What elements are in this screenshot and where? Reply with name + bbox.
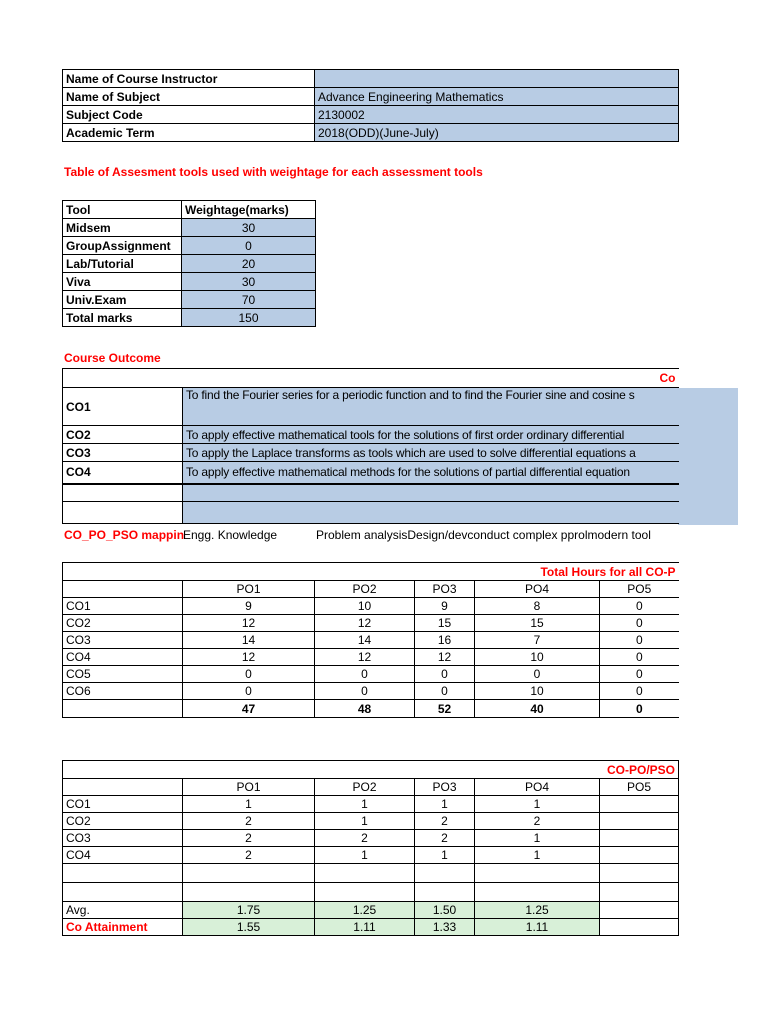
assessment-table xyxy=(62,200,316,327)
mapping-cell[interactable]: 1 xyxy=(183,796,315,813)
info-label: Academic Term xyxy=(63,124,315,142)
table-row xyxy=(63,847,679,864)
co-id: CO3 xyxy=(63,444,183,462)
mapping-cell[interactable]: 1 xyxy=(475,796,600,813)
mapping-cell[interactable]: 2 xyxy=(475,813,600,830)
table-row xyxy=(63,615,679,632)
weight-value[interactable]: 30 xyxy=(182,273,316,291)
hours-cell[interactable]: 10 xyxy=(475,683,600,700)
hours-cell[interactable]: 0 xyxy=(600,649,679,666)
mapping-cell[interactable]: 2 xyxy=(415,830,475,847)
attainment-label: Co Attainment xyxy=(63,919,183,936)
course-outcome-table xyxy=(62,368,679,524)
avg-label: Avg. xyxy=(63,902,183,919)
mapping-cell[interactable]: 1 xyxy=(415,847,475,864)
mapping-cell[interactable] xyxy=(600,847,679,864)
totals-row xyxy=(63,700,679,718)
hours-cell[interactable]: 0 xyxy=(600,598,679,615)
co-label: CO5 xyxy=(63,666,183,683)
co-label: CO2 xyxy=(63,813,183,830)
hours-cell[interactable]: 15 xyxy=(475,615,600,632)
attainment-cell: 1.11 xyxy=(315,919,415,936)
hours-cell[interactable]: 0 xyxy=(415,683,475,700)
mapping-cell[interactable] xyxy=(600,796,679,813)
tool-name: Lab/Tutorial xyxy=(63,255,182,273)
course-outcome-heading: Course Outcome xyxy=(64,351,161,365)
mapping-cell[interactable] xyxy=(600,830,679,847)
po-header: PO2 xyxy=(315,779,415,796)
mapping-cell[interactable]: 2 xyxy=(183,847,315,864)
hours-cell[interactable]: 7 xyxy=(475,632,600,649)
hours-cell[interactable]: 10 xyxy=(475,649,600,666)
avg-cell: 1.25 xyxy=(315,902,415,919)
po-header: PO2 xyxy=(315,581,415,598)
mapping-cell[interactable]: 1 xyxy=(475,847,600,864)
mapping-col: Problem analysis xyxy=(316,528,408,542)
copo-title: CO-PO/PSO xyxy=(63,761,679,779)
attainment-cell: 1.11 xyxy=(475,919,600,936)
hours-cell[interactable]: 9 xyxy=(415,598,475,615)
hours-cell[interactable]: 8 xyxy=(475,598,600,615)
table-row xyxy=(63,683,679,700)
table-row xyxy=(63,813,679,830)
hours-cell[interactable]: 9 xyxy=(183,598,315,615)
hours-cell[interactable]: 12 xyxy=(315,615,415,632)
co-id: CO1 xyxy=(63,388,183,426)
hours-cell[interactable]: 0 xyxy=(315,683,415,700)
hours-cell[interactable]: 0 xyxy=(600,666,679,683)
co-description[interactable]: To find the Fourier series for a periodic function and to find the Fourier sine and cosine s xyxy=(183,388,679,426)
info-value[interactable]: 2130002 xyxy=(315,106,679,124)
total-cell: 0 xyxy=(600,700,679,718)
po-header: PO3 xyxy=(415,779,475,796)
total-cell: 52 xyxy=(415,700,475,718)
hours-cell[interactable]: 12 xyxy=(415,649,475,666)
avg-cell: 1.75 xyxy=(183,902,315,919)
tool-name: GroupAssignment xyxy=(63,237,182,255)
hours-title: Total Hours for all CO-P xyxy=(63,563,679,581)
mapping-col: modern tool xyxy=(587,528,651,542)
mapping-cell[interactable]: 1 xyxy=(315,847,415,864)
table-row xyxy=(63,666,679,683)
mapping-label: CO_PO_PSO mappin xyxy=(64,528,185,542)
hours-cell[interactable]: 0 xyxy=(183,683,315,700)
tool-name: Total marks xyxy=(63,309,182,327)
co-id: CO4 xyxy=(63,462,183,484)
avg-cell xyxy=(600,902,679,919)
mapping-cell[interactable]: 2 xyxy=(183,813,315,830)
total-cell: 48 xyxy=(315,700,415,718)
attainment-cell: 1.55 xyxy=(183,919,315,936)
co-label: CO4 xyxy=(63,649,183,666)
info-value[interactable] xyxy=(315,70,679,88)
mapping-columns xyxy=(316,528,678,542)
tool-header: Tool xyxy=(63,201,182,219)
total-cell: 40 xyxy=(475,700,600,718)
po-header: PO5 xyxy=(600,581,679,598)
hours-cell[interactable]: 16 xyxy=(415,632,475,649)
table-row xyxy=(63,632,679,649)
attainment-row xyxy=(63,919,679,936)
co-description[interactable]: To apply the Laplace transforms as tools which are used to solve differential equations a xyxy=(183,444,679,462)
tool-name: Midsem xyxy=(63,219,182,237)
hours-cell[interactable]: 15 xyxy=(415,615,475,632)
po-header: PO4 xyxy=(475,779,600,796)
co-description[interactable]: To apply effective mathematical methods for the solutions of partial differential equation xyxy=(183,462,679,484)
mapping-cell[interactable]: 1 xyxy=(415,796,475,813)
hours-cell[interactable]: 0 xyxy=(183,666,315,683)
attainment-cell: 1.33 xyxy=(415,919,475,936)
co-label: CO1 xyxy=(63,598,183,615)
po-header: PO5 xyxy=(600,779,679,796)
hours-cell[interactable]: 0 xyxy=(415,666,475,683)
course-info-table xyxy=(62,69,679,142)
hours-cell[interactable]: 0 xyxy=(600,683,679,700)
hours-cell[interactable]: 0 xyxy=(315,666,415,683)
hours-table xyxy=(62,562,679,718)
co-header: Co xyxy=(183,369,679,388)
table-row xyxy=(63,830,679,847)
info-label: Subject Code xyxy=(63,106,315,124)
mapping-cell[interactable] xyxy=(600,813,679,830)
info-value[interactable]: 2018(ODD)(June-July) xyxy=(315,124,679,142)
co-label: CO3 xyxy=(63,632,183,649)
po-header: PO3 xyxy=(415,581,475,598)
mapping-col: conduct complex p xyxy=(467,528,568,542)
weight-value[interactable]: 20 xyxy=(182,255,316,273)
weight-header: Weightage(marks) xyxy=(182,201,316,219)
co-label: CO1 xyxy=(63,796,183,813)
hours-cell[interactable]: 12 xyxy=(183,615,315,632)
avg-row xyxy=(63,902,679,919)
weight-value[interactable]: 70 xyxy=(182,291,316,309)
hours-cell[interactable]: 12 xyxy=(315,649,415,666)
po-header: PO4 xyxy=(475,581,600,598)
tool-name: Univ.Exam xyxy=(63,291,182,309)
mapping-cell[interactable]: 2 xyxy=(415,813,475,830)
info-value[interactable]: Advance Engineering Mathematics xyxy=(315,88,679,106)
course-outcome-blue-extension xyxy=(678,388,738,525)
co-label: CO2 xyxy=(63,615,183,632)
co-label: CO3 xyxy=(63,830,183,847)
mapping-cell[interactable]: 1 xyxy=(315,813,415,830)
info-label: Name of Subject xyxy=(63,88,315,106)
hours-cell[interactable]: 0 xyxy=(475,666,600,683)
hours-cell[interactable]: 0 xyxy=(600,615,679,632)
weight-value[interactable]: 30 xyxy=(182,219,316,237)
attainment-cell xyxy=(600,919,679,936)
mapping-col: Engg. Knowledge xyxy=(183,528,278,542)
weight-value[interactable]: 150 xyxy=(182,309,316,327)
total-cell: 47 xyxy=(183,700,315,718)
mapping-cell[interactable]: 1 xyxy=(315,796,415,813)
tool-name: Viva xyxy=(63,273,182,291)
info-label: Name of Course Instructor xyxy=(63,70,315,88)
mapping-col: prol xyxy=(567,528,588,542)
avg-cell: 1.50 xyxy=(415,902,475,919)
table-row xyxy=(63,796,679,813)
co-label: CO6 xyxy=(63,683,183,700)
avg-cell: 1.25 xyxy=(475,902,600,919)
mapping-cell[interactable]: 1 xyxy=(475,830,600,847)
mapping-cell[interactable]: 2 xyxy=(183,830,315,847)
co-label: CO4 xyxy=(63,847,183,864)
hours-cell[interactable]: 12 xyxy=(183,649,315,666)
hours-cell[interactable]: 10 xyxy=(315,598,415,615)
co-description[interactable]: To apply effective mathematical tools for the solutions of first order ordinary differential xyxy=(183,426,679,444)
hours-cell[interactable]: 14 xyxy=(315,632,415,649)
table-row xyxy=(63,649,679,666)
hours-cell[interactable]: 0 xyxy=(600,632,679,649)
mapping-cell[interactable]: 2 xyxy=(315,830,415,847)
assessment-heading: Table of Assesment tools used with weightage for each assessment tools xyxy=(64,165,483,179)
table-row xyxy=(63,598,679,615)
co-po-table xyxy=(62,760,679,936)
po-header: PO1 xyxy=(183,779,315,796)
co-id: CO2 xyxy=(63,426,183,444)
mapping-col: Design/dev xyxy=(407,528,468,542)
weight-value[interactable]: 0 xyxy=(182,237,316,255)
hours-cell[interactable]: 14 xyxy=(183,632,315,649)
po-header: PO1 xyxy=(183,581,315,598)
